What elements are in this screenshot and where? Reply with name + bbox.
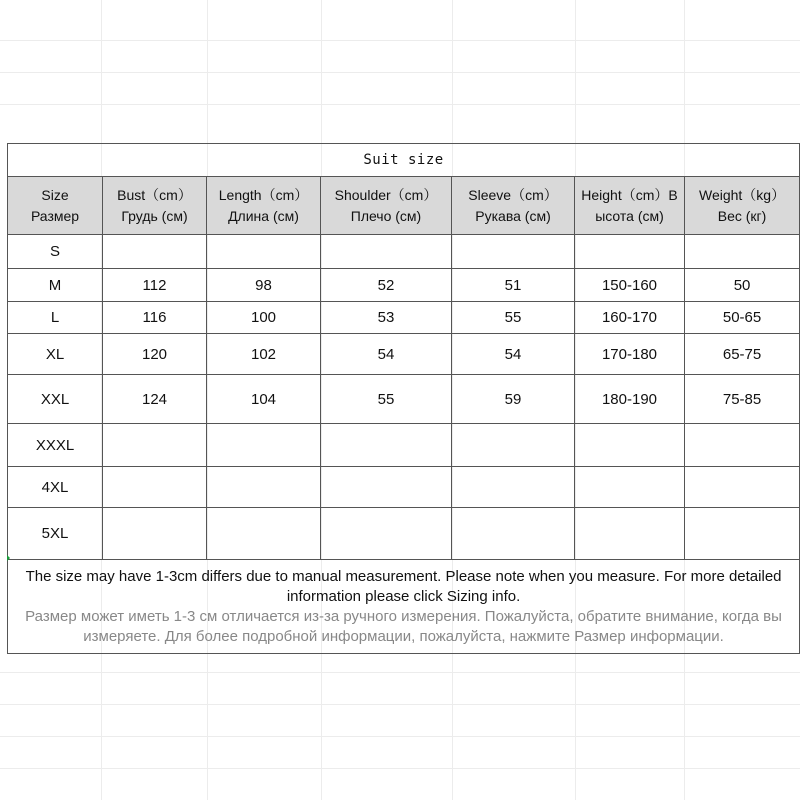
table-cell [321,424,452,467]
table-cell [452,508,575,560]
table-cell [321,467,452,508]
table-cell [207,508,321,560]
table-cell: 54 [321,334,452,375]
table-cell [321,235,452,269]
table-cell: 55 [452,302,575,334]
table-cell: 100 [207,302,321,334]
header-sleeve: Sleeve（cm） Рукава (см) [452,177,575,235]
table-cell: 51 [452,269,575,302]
note-english: The size may have 1-3cm differs due to manual measurement. Please note when you measure. For more detailed information please click Sizing info. [25,567,782,605]
title-row [8,144,800,177]
table-cell: 150-160 [575,269,685,302]
table-row [8,508,800,560]
size-table [7,143,800,654]
table-cell: 54 [452,334,575,375]
table-cell: 50-65 [685,302,800,334]
note-row [8,560,800,654]
table-cell [575,508,685,560]
table-cell: 160-170 [575,302,685,334]
table-cell [207,235,321,269]
table-cell: 170-180 [575,334,685,375]
size-cell: L [8,302,103,334]
table-cell: 75-85 [685,375,800,424]
table-row [8,375,800,424]
table-cell: 50 [685,269,800,302]
table-row [8,467,800,508]
table-cell [103,235,207,269]
table-title: Suit size [8,144,800,177]
table-row [8,235,800,269]
table-cell: 102 [207,334,321,375]
table-cell [575,235,685,269]
table-cell: 104 [207,375,321,424]
cell-marker-icon [7,555,10,561]
table-cell: 65-75 [685,334,800,375]
table-cell [685,424,800,467]
size-cell: S [8,235,103,269]
table-cell: 116 [103,302,207,334]
table-cell [685,467,800,508]
table-cell [103,424,207,467]
table-cell: 59 [452,375,575,424]
note-russian: Размер может иметь 1-3 см отличается из-за ручного измерения. Пожалуйста, обратите внимание, когда вы измеряете. Для более подробной информации, пожалуйста, нажмите Размер информации. [25,607,782,645]
table-cell [207,424,321,467]
table-cell: 180-190 [575,375,685,424]
table-cell [103,508,207,560]
table-cell: 53 [321,302,452,334]
size-cell: 5XL [8,508,103,560]
header-row [8,177,800,235]
table-cell [207,467,321,508]
table-row [8,269,800,302]
header-size: Size Размер [8,177,103,235]
table-cell: 112 [103,269,207,302]
table-cell [321,508,452,560]
header-length: Length（cm） Длина (см) [207,177,321,235]
size-cell: XXL [8,375,103,424]
size-cell: 4XL [8,467,103,508]
table-cell [685,508,800,560]
table-cell [575,424,685,467]
header-bust: Bust（cm） Грудь (см) [103,177,207,235]
table-cell [575,467,685,508]
size-cell: M [8,269,103,302]
table-cell: 120 [103,334,207,375]
table-cell: 124 [103,375,207,424]
table-row [8,334,800,375]
table-cell [452,467,575,508]
table-cell [452,235,575,269]
header-height: Height（cm）В ысота (см) [575,177,685,235]
measurement-note [8,560,800,654]
table-cell: 98 [207,269,321,302]
table-cell: 52 [321,269,452,302]
table-cell: 55 [321,375,452,424]
table-cell [685,235,800,269]
size-cell: XXXL [8,424,103,467]
table-row [8,424,800,467]
header-weight: Weight（kg） Вес (кг) [685,177,800,235]
header-shoulder: Shoulder（cm） Плечо (см) [321,177,452,235]
table-cell [103,467,207,508]
table-cell [452,424,575,467]
size-cell: XL [8,334,103,375]
table-row [8,302,800,334]
size-chart [7,143,799,655]
